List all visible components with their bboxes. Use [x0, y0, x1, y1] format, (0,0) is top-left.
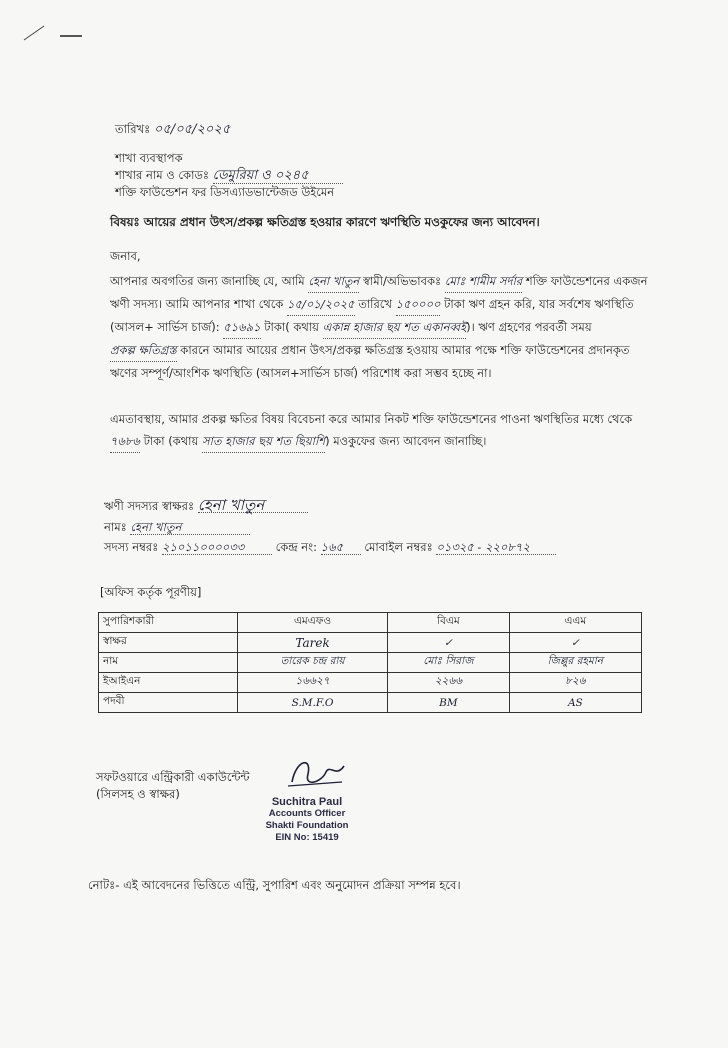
- am-signature: ✓: [509, 633, 641, 653]
- waive-amount: ৭৬৮৬: [110, 430, 140, 453]
- para1-text-6: টাকা( কথায়: [264, 320, 319, 334]
- loss-cause: প্রকল্প ক্ষতিগ্রস্ত: [110, 339, 177, 362]
- col-header: এমএফও: [238, 613, 388, 633]
- date-line: [115, 122, 230, 137]
- member-name-line: [104, 520, 250, 535]
- loan-date: ১৫/০১/২০২৫: [287, 293, 355, 316]
- loan-amount: ১৫০০০০: [396, 293, 441, 316]
- cell: ১৬৬২৭: [238, 673, 388, 693]
- paragraph-2: [110, 408, 650, 453]
- org-line: শক্তি ফাউন্ডেশন ফর ডিসএ্যাডভান্টেজড উইমেন: [115, 185, 335, 199]
- office-heading: [অফিস কর্তৃক পূরণীয়]: [100, 585, 202, 599]
- para1-text-2: স্বামী/অভিভাবকঃ: [362, 274, 442, 288]
- para2-text-3: ) মওকুফের জন্য আবেদন জানাচ্ছি।: [325, 434, 487, 448]
- para2-text-1: এমতাবস্থায়, আমার প্রকল্প ক্ষতির বিষয় বিবেচনা করে আমার নিকট শক্তি ফাউন্ডেশনের পাওনা ঋণস্থিতির মধ্যে থেকে: [110, 412, 633, 426]
- date-value: ০৫/০৫/২০২৫: [153, 122, 231, 137]
- para1-text-1: আপনার অবগতির জন্য জানাচ্ছি যে, আমি: [110, 274, 305, 288]
- center-label: কেন্দ্র নং:: [275, 540, 317, 554]
- subject: বিষয়ঃ আয়ের প্রধান উৎস/প্রকল্প ক্ষতিগ্রস্ত হওয়ার কারণে ঋণস্থিতি মওকুফের জন্য আবেদন।: [110, 215, 540, 229]
- date-label: তারিখঃ: [115, 122, 151, 136]
- member-name-value: হেনা খাতুন: [130, 520, 250, 535]
- officer-stamp: [252, 796, 362, 844]
- footer-note: নোটঃ- এই আবেদনের ভিত্তিতে এন্ট্রি, সুপারিশ এবং অনুমোদন প্রক্রিয়া সম্পন্ন হবে।: [88, 878, 461, 892]
- stamp-name: Suchitra Paul: [271, 796, 343, 808]
- col-header: এএম: [509, 613, 641, 633]
- center-value: ১৬৫: [321, 540, 361, 555]
- member-number-line: [104, 540, 556, 555]
- outstanding-words: একান্ন হাজার ছয় শত একানব্বই: [323, 316, 467, 339]
- branch-label: শাখার নাম ও কোডঃ: [115, 168, 210, 182]
- cell: AS: [509, 693, 641, 713]
- member-signature: হেনা খাতুন: [198, 498, 308, 513]
- accountant-signature: [282, 752, 352, 794]
- row-label: ইআইএন: [99, 673, 238, 693]
- paragraph-1: [110, 270, 650, 384]
- cell: ২২৬৬: [388, 673, 510, 693]
- cell: BM: [388, 693, 510, 713]
- branch-line: [115, 168, 343, 184]
- table-header-row: [99, 613, 642, 633]
- stamp-org: Shakti Foundation: [265, 820, 349, 831]
- col-header: বিএম: [388, 613, 510, 633]
- stamp-ein: EIN No: 15419: [275, 832, 339, 843]
- cell: তারেক চন্দ্র রায়: [238, 653, 388, 673]
- table-row: [99, 653, 642, 673]
- entry-line-2: (সিলসহ ও স্বাক্ষর): [96, 787, 180, 801]
- stamp-title: Accounts Officer: [268, 808, 346, 819]
- table-row: [99, 673, 642, 693]
- mobile-label: মোবাইল নম্বরঃ: [364, 540, 433, 554]
- member-name-inline: হেনা খাতুন: [308, 270, 359, 293]
- waive-words: সাত হাজার ছয় শত ছিয়াশি: [202, 430, 325, 453]
- para1-text-4: তারিখে: [358, 297, 392, 311]
- office-table: [98, 612, 642, 713]
- member-name-label: নামঃ: [104, 520, 127, 534]
- member-no-value: ২১০১১০০০০৩৩: [162, 540, 272, 555]
- mobile-value: ০১৩২৫ - ২২০৮৭২: [436, 540, 556, 555]
- bm-signature: ✓: [388, 633, 510, 653]
- to-line: শাখা ব্যবস্থাপক: [115, 151, 183, 165]
- member-no-label: সদস্য নম্বরঃ: [104, 540, 159, 554]
- table-row: [99, 633, 642, 653]
- col-header: সুপারিশকারী: [99, 613, 238, 633]
- cell: S.M.F.O: [238, 693, 388, 713]
- outstanding-amount: ৫১৬৯১: [223, 316, 260, 339]
- cell: ৮২৬: [509, 673, 641, 693]
- entry-line-1: সফটওয়ারে এন্ট্রিকারী একাউন্টেন্ট: [96, 770, 250, 784]
- para1-text-8: কারনে আমার আয়ের প্রধান উৎস/প্রকল্প ক্ষতিগ্রস্ত হওয়ায় আমার পক্ষে শক্তি ফাউন্ডেশনের প্রদানকৃত ঋণের সম্পূর্ণ/আংশিক ঋণস্থিতি (আসল+সার্ভিস চার্জ) পরিশোধ করা সম্ভব হচ্ছে না।: [110, 343, 630, 380]
- salutation: জনাব,: [110, 249, 141, 263]
- table-row: [99, 693, 642, 713]
- para1-text-7: )। ঋণ গ্রহণের পরবর্তী সময়: [466, 320, 592, 334]
- row-label: পদবী: [99, 693, 238, 713]
- mfo-signature: Tarek: [238, 633, 388, 653]
- guardian-name: মোঃ শামীম সর্দার: [445, 270, 522, 293]
- member-sign-line: [104, 498, 308, 513]
- para1-text-5: টাকা ঋণ গ্রহন করি, যার সর্বশেষ ঋণস্থিতি (আসল+ সার্ভিস চার্জ):: [110, 297, 634, 334]
- row-label: নাম: [99, 653, 238, 673]
- cell: মোঃ সিরাজ: [388, 653, 510, 673]
- cell: জিল্লুর রহমান: [509, 653, 641, 673]
- para2-text-2: টাকা (কথায়: [143, 434, 199, 448]
- branch-value: ডেমুরিয়া ও ০২৪৫: [213, 169, 343, 184]
- para1-text-3: শক্তি ফাউন্ডেশনের একজন ঋণী সদস্য। আমি আপনার শাখা থেকে: [110, 274, 648, 311]
- corner-mark: [20, 18, 90, 48]
- row-label: স্বাক্ষর: [99, 633, 238, 653]
- member-sign-label: ঋণী সদস্যর স্বাক্ষরঃ: [104, 499, 195, 513]
